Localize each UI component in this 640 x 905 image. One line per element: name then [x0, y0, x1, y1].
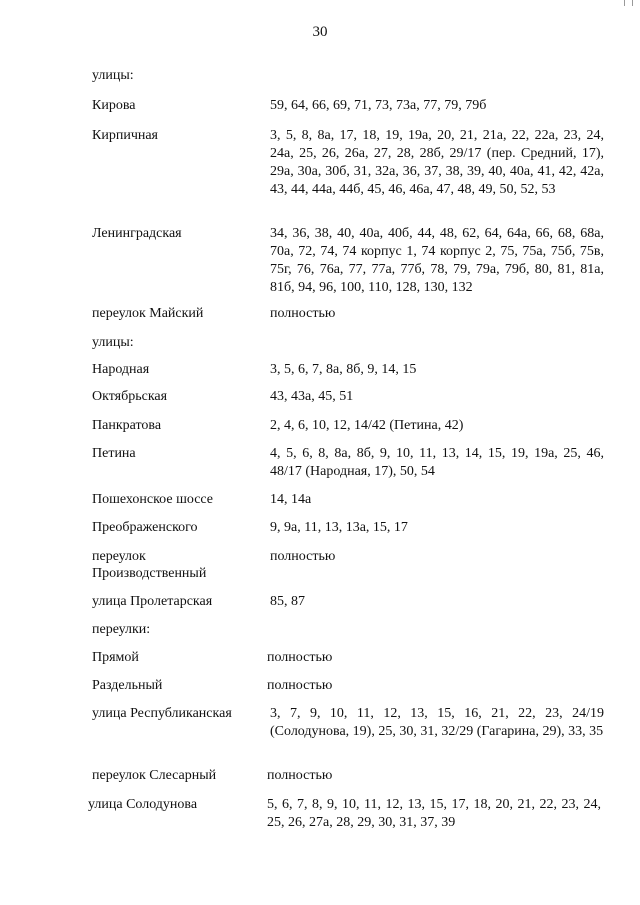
row-label: Прямой [92, 650, 139, 665]
row-label: переулки: [92, 622, 151, 637]
row-label: переулок Майский [92, 306, 204, 321]
page-number: 30 [312, 24, 328, 40]
row-label: Октябрьская [92, 389, 168, 404]
row-value: полностью [270, 306, 336, 321]
scan-corner-mark [580, 0, 640, 6]
row-label: Народная [92, 362, 150, 377]
row-value: 59, 64, 66, 69, 71, 73, 73а, 77, 79, 79б [270, 98, 487, 113]
row-value: полностью [267, 678, 333, 693]
row-label: Кирова [92, 98, 136, 113]
row-label: Ленинградская [92, 226, 182, 241]
row-label: Пошехонское шоссе [92, 492, 214, 507]
row-label: переулок Слесарный [92, 768, 217, 783]
row-value: 9, 9а, 11, 13, 13а, 15, 17 [270, 520, 408, 535]
row-value: полностью [267, 650, 333, 665]
row-value: 43, 43а, 45, 51 [270, 389, 354, 404]
row-value: 3, 7, 9, 10, 11, 12, 13, 15, 16, 21, 22, 23, 24/19 (Солодунова, 19), 25, 30, 31, 32/29 (Гагарина, 29), 33, 35 [270, 706, 604, 739]
row-value: 85, 87 [270, 594, 305, 609]
row-label: улицы: [92, 68, 134, 83]
row-label: улица Пролетарская [92, 594, 213, 609]
row-label: Раздельный [92, 678, 163, 693]
row-label: Преображенского [92, 520, 198, 535]
row-label: Петина [92, 446, 136, 461]
row-label: улицы: [92, 335, 134, 350]
row-value: 5, 6, 7, 8, 9, 10, 11, 12, 13, 15, 17, 18, 20, 21, 22, 23, 24, 25, 26, 27а, 28, 29, 30, 31, 37, 39 [267, 797, 601, 830]
row-label: Кирпичная [92, 128, 159, 143]
row-value: 34, 36, 38, 40, 40а, 40б, 44, 48, 62, 64, 64а, 66, 68, 68а, 70а, 72, 74, 74 корпус 1, 74 корпус 2, 75, 75а, 75б, 75в, 75г, 76, 76а, 77, 77а, 77б, 78, 79, 79а, 79б, 80, 81, 81а, 81б, 94, 96, 100, 110, 128, 130, 132 [270, 226, 604, 295]
row-value: 3, 5, 6, 7, 8а, 8б, 9, 14, 15 [270, 362, 417, 377]
row-label: переулок Производственный [92, 549, 207, 581]
row-value: 2, 4, 6, 10, 12, 14/42 (Петина, 42) [270, 418, 464, 433]
row-value: полностью [270, 549, 336, 564]
row-value: 14, 14а [270, 492, 312, 507]
row-value: полностью [267, 768, 333, 783]
row-value: 4, 5, 6, 8, 8а, 8б, 9, 10, 11, 13, 14, 15, 19, 19а, 25, 46, 48/17 (Народная, 17), 50, 54 [270, 446, 604, 479]
row-label: улица Солодунова [88, 797, 198, 812]
row-label: Панкратова [92, 418, 162, 433]
row-label: улица Республиканская [92, 706, 232, 721]
row-value: 3, 5, 8, 8а, 17, 18, 19, 19а, 20, 21, 21а, 22, 22а, 23, 24, 24а, 25, 26, 26а, 27, 28, 28б, 29/17 (пер. Средний, 17), 29а, 30а, 30б, 31, 32а, 36, 37, 38, 39, 40, 40а, 41, 42, 42а, 43, 44, 44а, 44б, 45, 46, 46а, 47, 48, 49, 50, 52, 53 [270, 128, 604, 197]
